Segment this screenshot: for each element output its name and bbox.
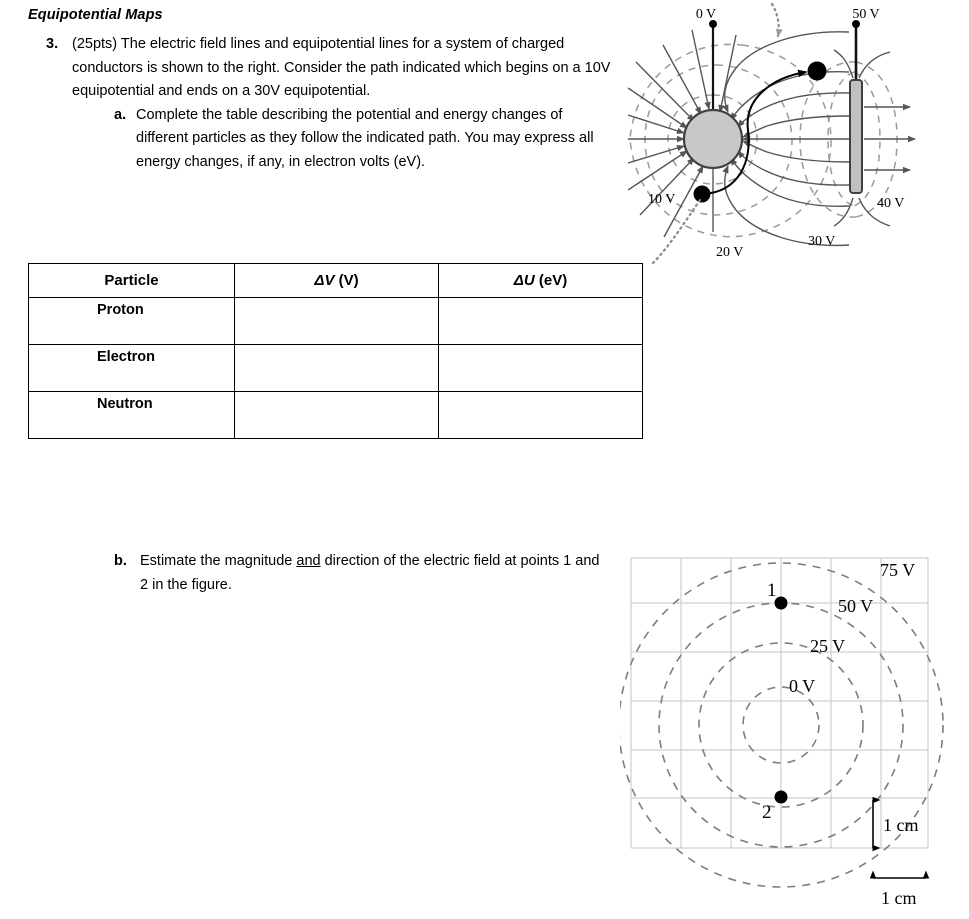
column-header-particle: Particle <box>29 264 235 298</box>
part-a-block <box>114 104 621 175</box>
field-lines-between-conductors <box>725 32 849 246</box>
cell-neutron-delta-u[interactable] <box>439 392 643 439</box>
label-30v: 30 V <box>808 234 836 249</box>
label-50v: 50 V <box>838 596 874 616</box>
field-line <box>743 141 849 162</box>
table-row <box>29 345 643 392</box>
part-b-text-after: direction of the electric field at points 1 and 2 in the figure. <box>140 553 600 593</box>
label-40v: 40 V <box>877 196 905 211</box>
question-3-block <box>46 33 621 174</box>
point-1-label: 1 <box>767 580 777 601</box>
part-a-text: Complete the table describing the potential and energy changes of different particles as they follow the indicated path. You may express all energy changes, if any, in electron volts (eV). <box>136 106 594 170</box>
part-b-block <box>114 550 624 597</box>
conductor-plate-group <box>850 20 862 193</box>
field-line <box>628 146 684 163</box>
label-25v: 25 V <box>810 636 846 656</box>
part-b-text-before: Estimate the magnitude <box>140 553 297 569</box>
label-0v: 0 V <box>695 7 717 22</box>
cell-proton-delta-v[interactable] <box>235 298 439 345</box>
scale-label-vertical: 1 cm <box>883 815 919 835</box>
question-number: 3. <box>46 36 59 52</box>
field-lines-right-of-plate <box>864 107 915 170</box>
label-75v: 75 V <box>880 560 916 580</box>
table-row <box>29 392 643 439</box>
field-line <box>636 62 694 121</box>
part-a-marker: a. <box>114 106 127 123</box>
column-header-delta-u: ΔU (eV) <box>439 264 643 298</box>
scale-label-horizontal: 1 cm <box>881 888 917 908</box>
field-line <box>738 151 849 185</box>
conductor-plate <box>850 80 862 193</box>
row-label-proton: Proton <box>29 298 235 345</box>
contour-map-labels <box>762 560 919 908</box>
field-line <box>663 45 701 114</box>
conductor-sphere <box>684 110 742 168</box>
field-line <box>834 198 853 226</box>
cell-proton-delta-u[interactable] <box>439 298 643 345</box>
point-2-label: 2 <box>762 802 772 823</box>
label-20v: 20 V <box>716 245 744 260</box>
label-0v: 0 V <box>789 676 816 696</box>
path-end-point <box>808 62 827 81</box>
cell-electron-delta-v[interactable] <box>235 345 439 392</box>
field-line <box>720 35 736 112</box>
path-start-point <box>694 186 711 203</box>
field-line <box>859 52 890 78</box>
figure-field-map <box>628 0 969 270</box>
table-header-row <box>29 264 643 298</box>
question-stem-text: (25pts) The electric field lines and equipotential lines for a system of charged conductors is shown to the right. Consider the path indicated which begins on a 10V equipotential and ends on a 30V equipotential. <box>72 36 611 99</box>
cell-electron-delta-u[interactable] <box>439 345 643 392</box>
contour-map-svg <box>620 548 969 919</box>
leader-top <box>772 4 779 36</box>
cell-neutron-delta-v[interactable] <box>235 392 439 439</box>
field-map-svg <box>628 0 969 270</box>
figure-contour-map <box>620 548 969 919</box>
row-label-electron: Electron <box>29 345 235 392</box>
part-b-text <box>140 550 610 597</box>
row-label-neutron: Neutron <box>29 392 235 439</box>
column-header-delta-v: ΔV (V) <box>235 264 439 298</box>
page-title: Equipotential Maps <box>28 7 163 23</box>
part-b-text-underlined: and <box>296 553 321 569</box>
field-line <box>743 116 849 137</box>
field-line <box>692 30 709 109</box>
field-line <box>628 115 684 133</box>
question-3-row <box>46 33 621 104</box>
point-2-marker <box>775 791 788 804</box>
table-row <box>29 298 643 345</box>
particle-table <box>28 263 643 439</box>
label-50v: 50 V <box>852 7 880 22</box>
label-10v: 10 V <box>648 192 676 207</box>
part-b-marker: b. <box>114 553 127 569</box>
leader-bottom-left <box>653 200 700 263</box>
